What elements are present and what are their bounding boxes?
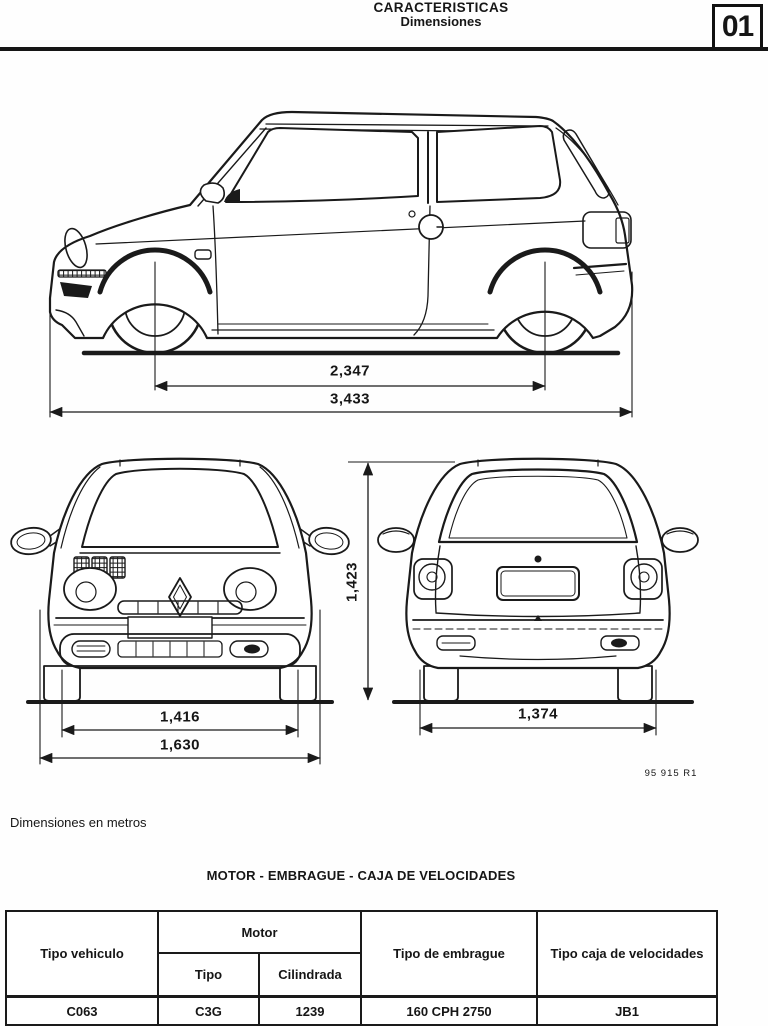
overall-height-dimension-label: 1,423	[343, 561, 361, 603]
col-header-clutch-type: Tipo de embrague	[361, 911, 537, 997]
vehicle-type-value: C063	[6, 997, 158, 1026]
units-caption: Dimensiones en metros	[10, 815, 147, 830]
table-row	[6, 997, 717, 1026]
page-subtitle: Dimensiones	[400, 14, 482, 29]
col-header-motor-type: Tipo	[158, 953, 259, 997]
col-header-displacement: Cilindrada	[259, 953, 361, 997]
gearbox-type-value: JB1	[537, 997, 717, 1026]
page-title: CARACTERISTICAS	[373, 0, 509, 15]
overall-width-dimension-label: 1,630	[159, 736, 201, 754]
figure-reference-number: 95 915 R1	[644, 768, 698, 779]
drivetrain-table-title: MOTOR - EMBRAGUE - CAJA DE VELOCIDADES	[206, 868, 516, 883]
rear-view-drawing	[378, 459, 698, 735]
rear-track-dimension-label: 1,374	[517, 705, 559, 723]
motor-type-value: C3G	[158, 997, 259, 1026]
front-track-dimension-label: 1,416	[159, 708, 201, 726]
overall-length-dimension-label: 3,433	[329, 390, 371, 408]
col-header-motor-group: Motor	[158, 911, 361, 953]
clutch-type-value: 160 CPH 2750	[361, 997, 537, 1026]
wheelbase-dimension-label: 2,347	[329, 362, 371, 380]
col-header-vehicle-type: Tipo vehiculo	[6, 911, 158, 997]
displacement-value: 1239	[259, 997, 361, 1026]
col-header-gearbox-type: Tipo caja de velocidades	[537, 911, 717, 997]
drivetrain-spec-table	[5, 910, 718, 1026]
section-number: 01	[721, 10, 754, 43]
